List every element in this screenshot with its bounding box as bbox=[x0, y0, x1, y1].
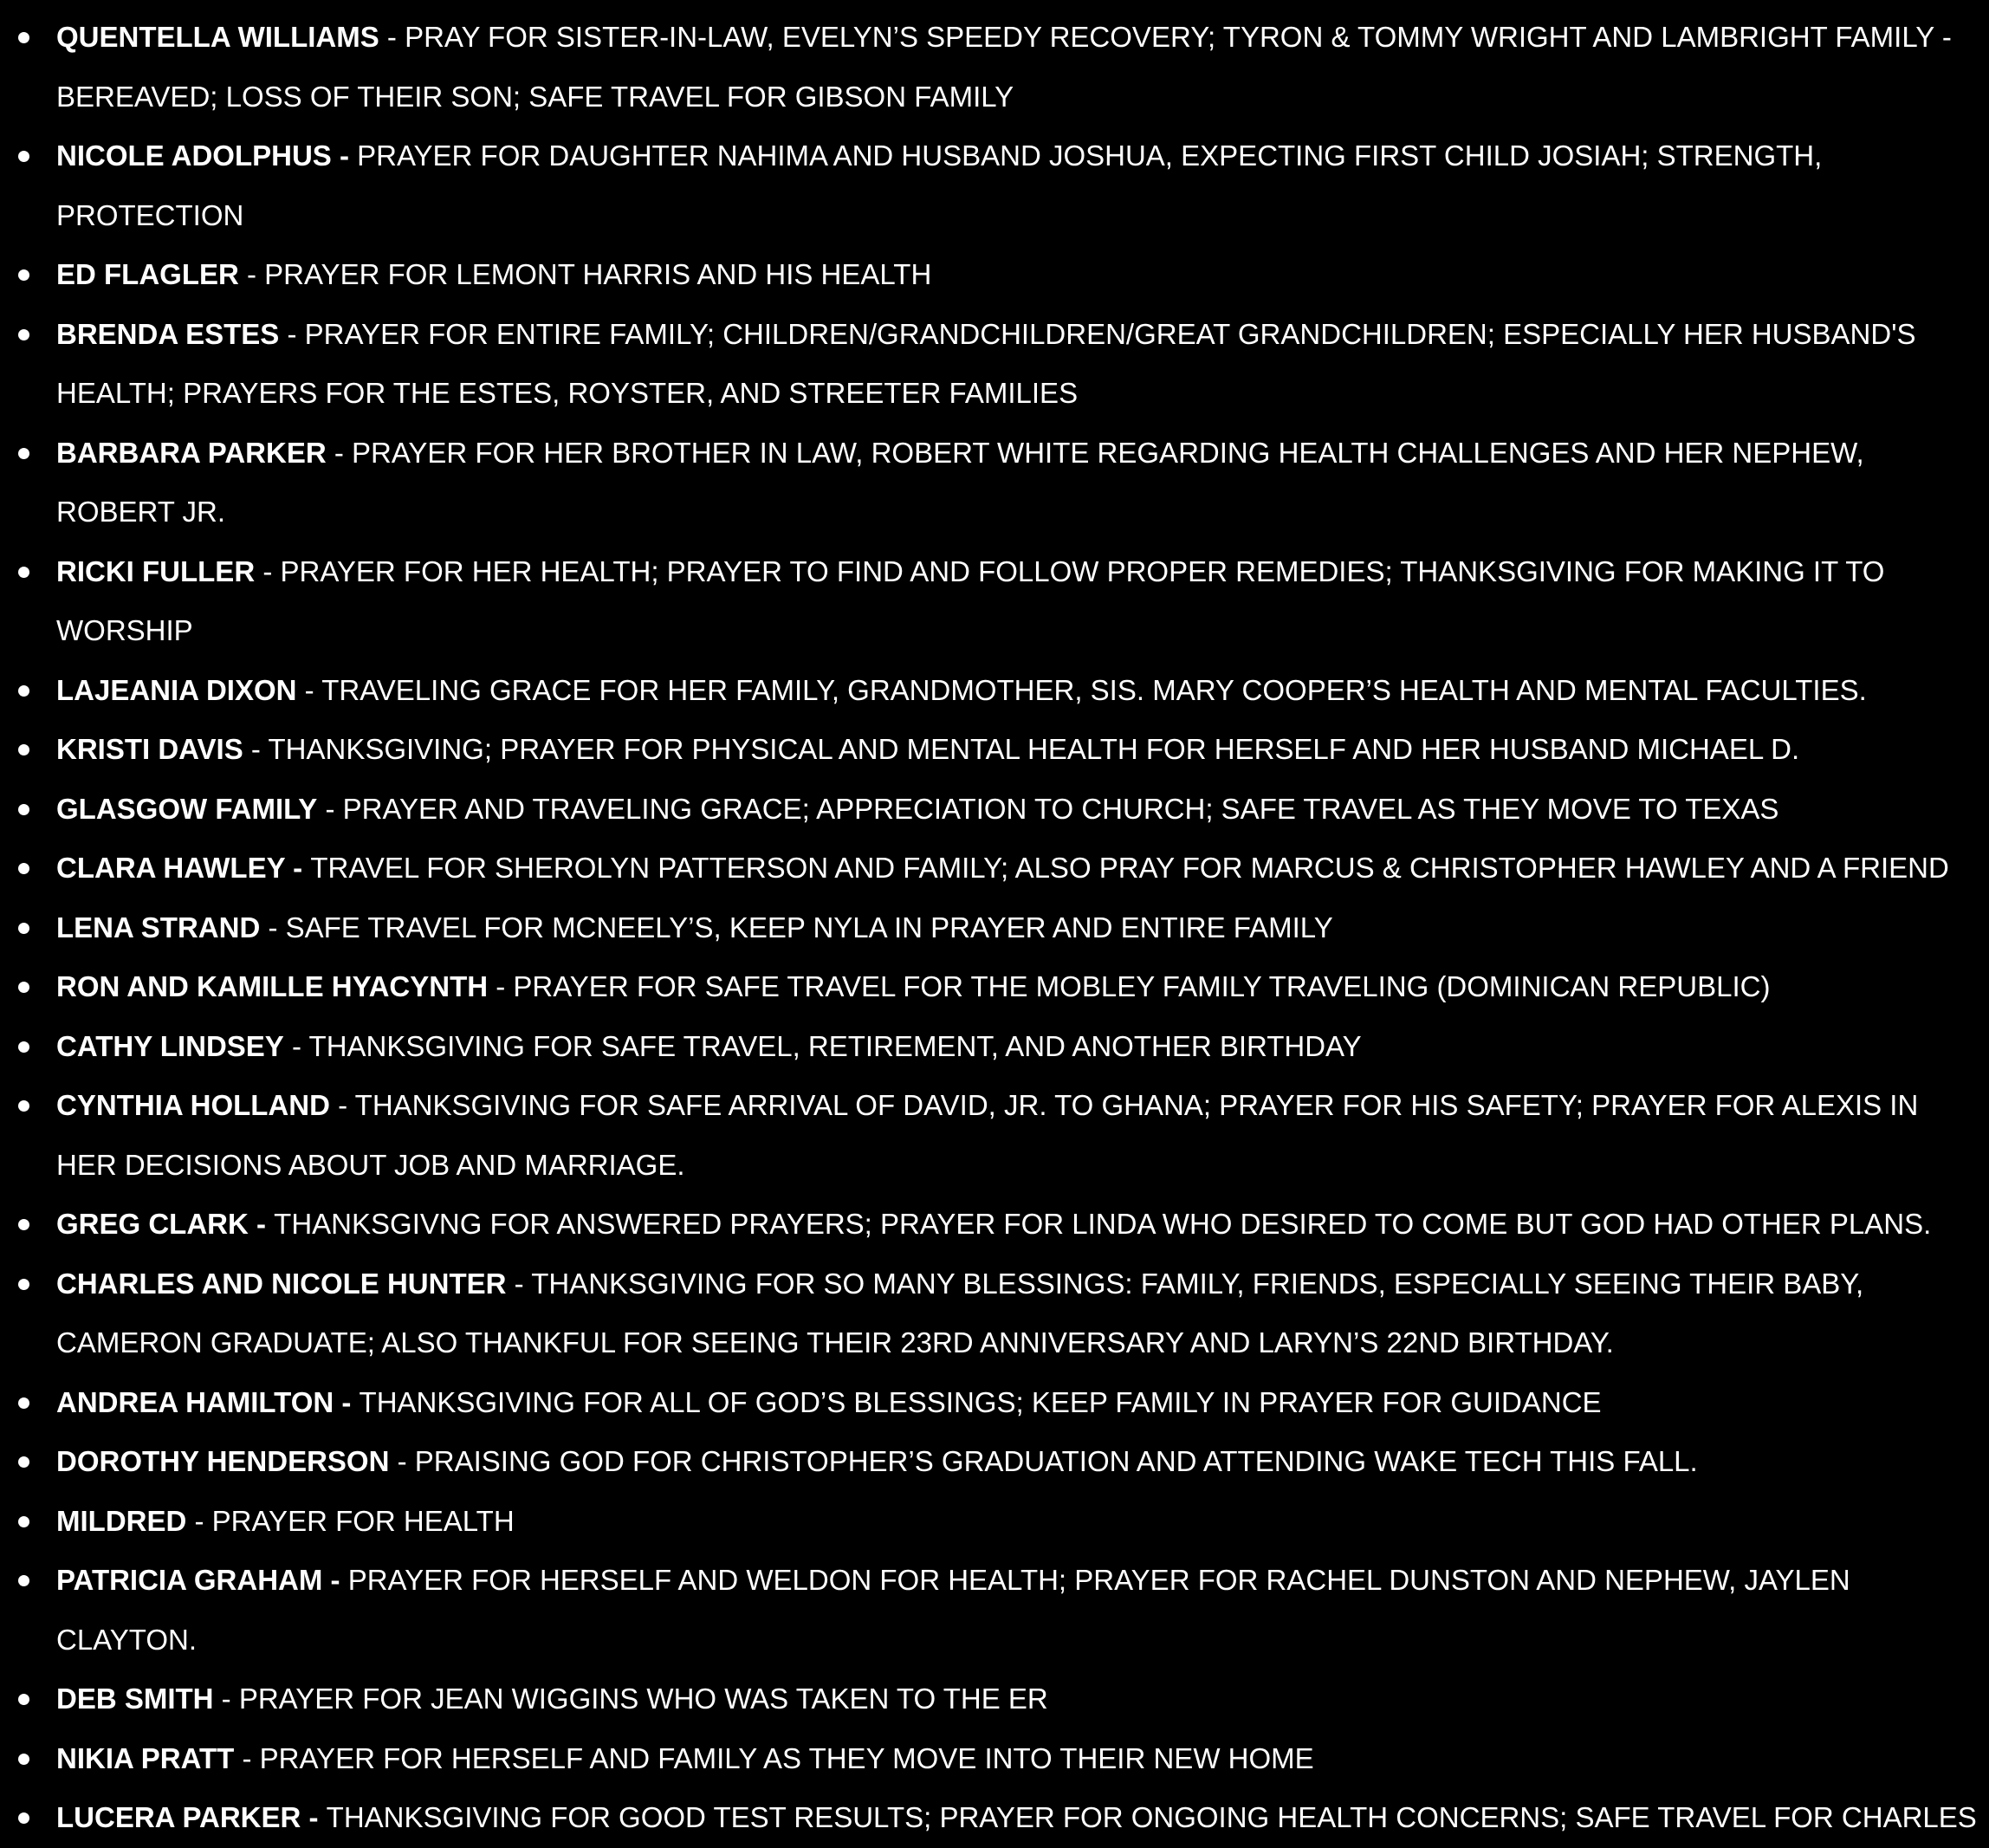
request-text: PRAYER FOR HERSELF AND WELDON FOR HEALTH; PRAYER FOR RACHEL DUNSTON AND NEPHEW, JAYLEN CLAYTON. bbox=[56, 1564, 1850, 1656]
request-text: THANKSGIVING; PRAYER FOR PHYSICAL AND MENTAL HEALTH FOR HERSELF AND HER HUSBAND MICHAEL D. bbox=[268, 733, 1800, 765]
bullet-icon bbox=[18, 744, 29, 755]
list-item bbox=[0, 1788, 1989, 1848]
requester-name: MILDRED bbox=[56, 1504, 187, 1537]
list-item bbox=[0, 1670, 1989, 1729]
separator: - bbox=[279, 317, 305, 350]
request-text: PRAYER FOR HEALTH bbox=[211, 1504, 515, 1537]
list-item bbox=[0, 424, 1989, 542]
requester-name: GREG CLARK bbox=[56, 1208, 249, 1240]
separator: - bbox=[389, 1445, 415, 1477]
separator: - bbox=[326, 436, 352, 469]
bullet-icon bbox=[18, 1694, 29, 1705]
request-text: THANKSGIVING FOR SO MANY BLESSINGS: FAMILY, FRIENDS, ESPECIALLY SEEING THEIR BABY, CAMERON GRADUATE; ALSO THANKFUL FOR SEEING THEIR 23RD ANNIVERSARY AND LARYN’S 22ND BIRTHDAY. bbox=[56, 1267, 1864, 1358]
request-text: TRAVELING GRACE FOR HER FAMILY, GRANDMOTHER, SIS. MARY COOPER’S HEALTH AND MENTAL FACULTIES. bbox=[321, 673, 1867, 706]
list-item bbox=[0, 661, 1989, 721]
separator: - bbox=[506, 1267, 532, 1300]
bullet-icon bbox=[18, 151, 29, 162]
list-item bbox=[0, 1432, 1989, 1492]
request-text: PRAYER FOR ENTIRE FAMILY; CHILDREN/GRANDCHILDREN/GREAT GRANDCHILDREN; ESPECIALLY HER HUSBAND'S HEALTH; PRAYERS FOR THE ESTES, ROYSTER, AND STREETER FAMILIES bbox=[56, 317, 1916, 409]
request-text: THANKSGIVING FOR ALL OF GOD’S BLESSINGS; KEEP FAMILY IN PRAYER FOR GUIDANCE bbox=[359, 1385, 1602, 1418]
request-text: PRAYER FOR HERSELF AND FAMILY AS THEY MOVE INTO THEIR NEW HOME bbox=[259, 1741, 1314, 1774]
list-item bbox=[0, 839, 1989, 898]
separator: - bbox=[317, 792, 343, 825]
separator: - bbox=[296, 673, 322, 706]
request-text: THANKSGIVING FOR SAFE ARRIVAL OF DAVID, JR. TO GHANA; PRAYER FOR HIS SAFETY; PRAYER FOR ALEXIS IN HER DECISIONS ABOUT JOB AND MARRIAGE. bbox=[56, 1089, 1919, 1181]
list-item bbox=[0, 1492, 1989, 1552]
bullet-icon bbox=[18, 1456, 29, 1468]
list-item bbox=[0, 1729, 1989, 1789]
requester-name: LUCERA PARKER bbox=[56, 1801, 301, 1833]
requester-name: CATHY LINDSEY bbox=[56, 1029, 284, 1062]
bullet-icon bbox=[18, 269, 29, 281]
bullet-icon bbox=[18, 329, 29, 340]
separator: - bbox=[488, 970, 514, 1002]
requester-name: LAJEANIA DIXON bbox=[56, 673, 297, 706]
bullet-icon bbox=[18, 1397, 29, 1409]
request-text: PRAYER FOR HER BROTHER IN LAW, ROBERT WHITE REGARDING HEALTH CHALLENGES AND HER NEPHEW, ROBERT JR. bbox=[56, 436, 1864, 528]
request-text: PRAYER FOR DAUGHTER NAHIMA AND HUSBAND JOSHUA, EXPECTING FIRST CHILD JOSIAH; STRENGTH, PROTECTION bbox=[56, 139, 1823, 231]
separator: - bbox=[331, 139, 358, 172]
list-item bbox=[0, 542, 1989, 661]
separator: - bbox=[379, 21, 405, 53]
separator: - bbox=[238, 258, 265, 290]
requester-name: RICKI FULLER bbox=[56, 554, 256, 587]
requester-name: DOROTHY HENDERSON bbox=[56, 1445, 390, 1477]
requester-name: BARBARA PARKER bbox=[56, 436, 327, 469]
request-text: PRAYER FOR SAFE TRAVEL FOR THE MOBLEY FAMILY TRAVELING (DOMINICAN REPUBLIC) bbox=[513, 970, 1771, 1002]
bullet-icon bbox=[18, 685, 29, 697]
list-item bbox=[0, 720, 1989, 780]
list-item bbox=[0, 126, 1989, 245]
request-text: THANKSGIVNG FOR ANSWERED PRAYERS; PRAYER FOR LINDA WHO DESIRED TO COME BUT GOD HAD OTHER PLANS. bbox=[274, 1208, 1932, 1240]
request-text: SAFE TRAVEL FOR MCNEELY’S, KEEP NYLA IN PRAYER AND ENTIRE FAMILY bbox=[285, 911, 1333, 943]
list-item bbox=[0, 1017, 1989, 1077]
list-item bbox=[0, 1076, 1989, 1195]
bullet-icon bbox=[18, 923, 29, 934]
list-item bbox=[0, 898, 1989, 958]
requester-name: CLARA HAWLEY bbox=[56, 852, 285, 884]
list-item bbox=[0, 1373, 1989, 1433]
bullet-icon bbox=[18, 448, 29, 459]
list-item bbox=[0, 8, 1989, 126]
bullet-icon bbox=[18, 1754, 29, 1765]
requester-name: NIKIA PRATT bbox=[56, 1741, 235, 1774]
list-item bbox=[0, 957, 1989, 1017]
requester-name: NICOLE ADOLPHUS bbox=[56, 139, 332, 172]
requester-name: CYNTHIA HOLLAND bbox=[56, 1089, 330, 1121]
bullet-icon bbox=[18, 567, 29, 578]
separator: - bbox=[213, 1683, 239, 1715]
requester-name: ANDREA HAMILTON bbox=[56, 1385, 334, 1418]
separator: - bbox=[255, 554, 281, 587]
bullet-icon bbox=[18, 1219, 29, 1230]
request-text: PRAYER FOR LEMONT HARRIS AND HIS HEALTH bbox=[264, 258, 932, 290]
request-text: PRAYER FOR JEAN WIGGINS WHO WAS TAKEN TO THE ER bbox=[238, 1683, 1048, 1715]
requester-name: BRENDA ESTES bbox=[56, 317, 280, 350]
bullet-icon bbox=[18, 1100, 29, 1112]
separator: - bbox=[334, 1385, 360, 1418]
separator: - bbox=[248, 1208, 275, 1240]
request-text: TRAVEL FOR SHEROLYN PATTERSON AND FAMILY; ALSO PRAY FOR MARCUS & CHRISTOPHER HAWLEY AND A FRIEND bbox=[310, 852, 1949, 884]
requester-name: RON AND KAMILLE HYACYNTH bbox=[56, 970, 489, 1002]
list-item bbox=[0, 305, 1989, 424]
bullet-icon bbox=[18, 863, 29, 874]
list-item bbox=[0, 245, 1989, 305]
bullet-icon bbox=[18, 1812, 29, 1824]
separator: - bbox=[285, 852, 311, 884]
bullet-icon bbox=[18, 804, 29, 815]
separator: - bbox=[301, 1801, 327, 1833]
requester-name: GLASGOW FAMILY bbox=[56, 792, 318, 825]
request-text: PRAY FOR SISTER-IN-LAW, EVELYN’S SPEEDY RECOVERY; TYRON & TOMMY WRIGHT AND LAMBRIGHT FAMILY - BEREAVED; LOSS OF THEIR SON; SAFE TRAVEL FOR GIBSON FAMILY bbox=[56, 21, 1952, 113]
bullet-icon bbox=[18, 982, 29, 993]
separator: - bbox=[283, 1029, 309, 1062]
list-item bbox=[0, 1255, 1989, 1373]
separator: - bbox=[186, 1504, 212, 1537]
separator: - bbox=[329, 1089, 355, 1121]
separator: - bbox=[243, 733, 269, 765]
request-text: THANKSGIVING FOR GOOD TEST RESULTS; PRAYER FOR ONGOING HEALTH CONCERNS; SAFE TRAVEL FOR CHARLES bbox=[326, 1801, 1977, 1833]
requester-name: CHARLES AND NICOLE HUNTER bbox=[56, 1267, 507, 1300]
separator: - bbox=[322, 1564, 348, 1596]
request-text: THANKSGIVING FOR SAFE TRAVEL, RETIREMENT, AND ANOTHER BIRTHDAY bbox=[308, 1029, 1362, 1062]
requester-name: PATRICIA GRAHAM bbox=[56, 1564, 323, 1596]
requester-name: DEB SMITH bbox=[56, 1683, 214, 1715]
requester-name: QUENTELLA WILLIAMS bbox=[56, 21, 379, 53]
separator: - bbox=[234, 1741, 260, 1774]
separator: - bbox=[260, 911, 286, 943]
list-item bbox=[0, 780, 1989, 840]
list-item bbox=[0, 1195, 1989, 1255]
list-item bbox=[0, 1551, 1989, 1670]
bullet-icon bbox=[18, 1041, 29, 1053]
bullet-icon bbox=[18, 1516, 29, 1527]
bullet-icon bbox=[18, 1575, 29, 1586]
requester-name: ED FLAGLER bbox=[56, 258, 239, 290]
bullet-icon bbox=[18, 32, 29, 43]
requester-name: LENA STRAND bbox=[56, 911, 261, 943]
request-text: PRAYER FOR HER HEALTH; PRAYER TO FIND AND FOLLOW PROPER REMEDIES; THANKSGIVING FOR MAKING IT TO WORSHIP bbox=[56, 554, 1885, 646]
bullet-icon bbox=[18, 1279, 29, 1290]
request-text: PRAYER AND TRAVELING GRACE; APPRECIATION TO CHURCH; SAFE TRAVEL AS THEY MOVE TO TEXAS bbox=[342, 792, 1779, 825]
request-text: PRAISING GOD FOR CHRISTOPHER’S GRADUATION AND ATTENDING WAKE TECH THIS FALL. bbox=[414, 1445, 1698, 1477]
requester-name: KRISTI DAVIS bbox=[56, 733, 243, 765]
prayer-request-list bbox=[0, 8, 1989, 1848]
